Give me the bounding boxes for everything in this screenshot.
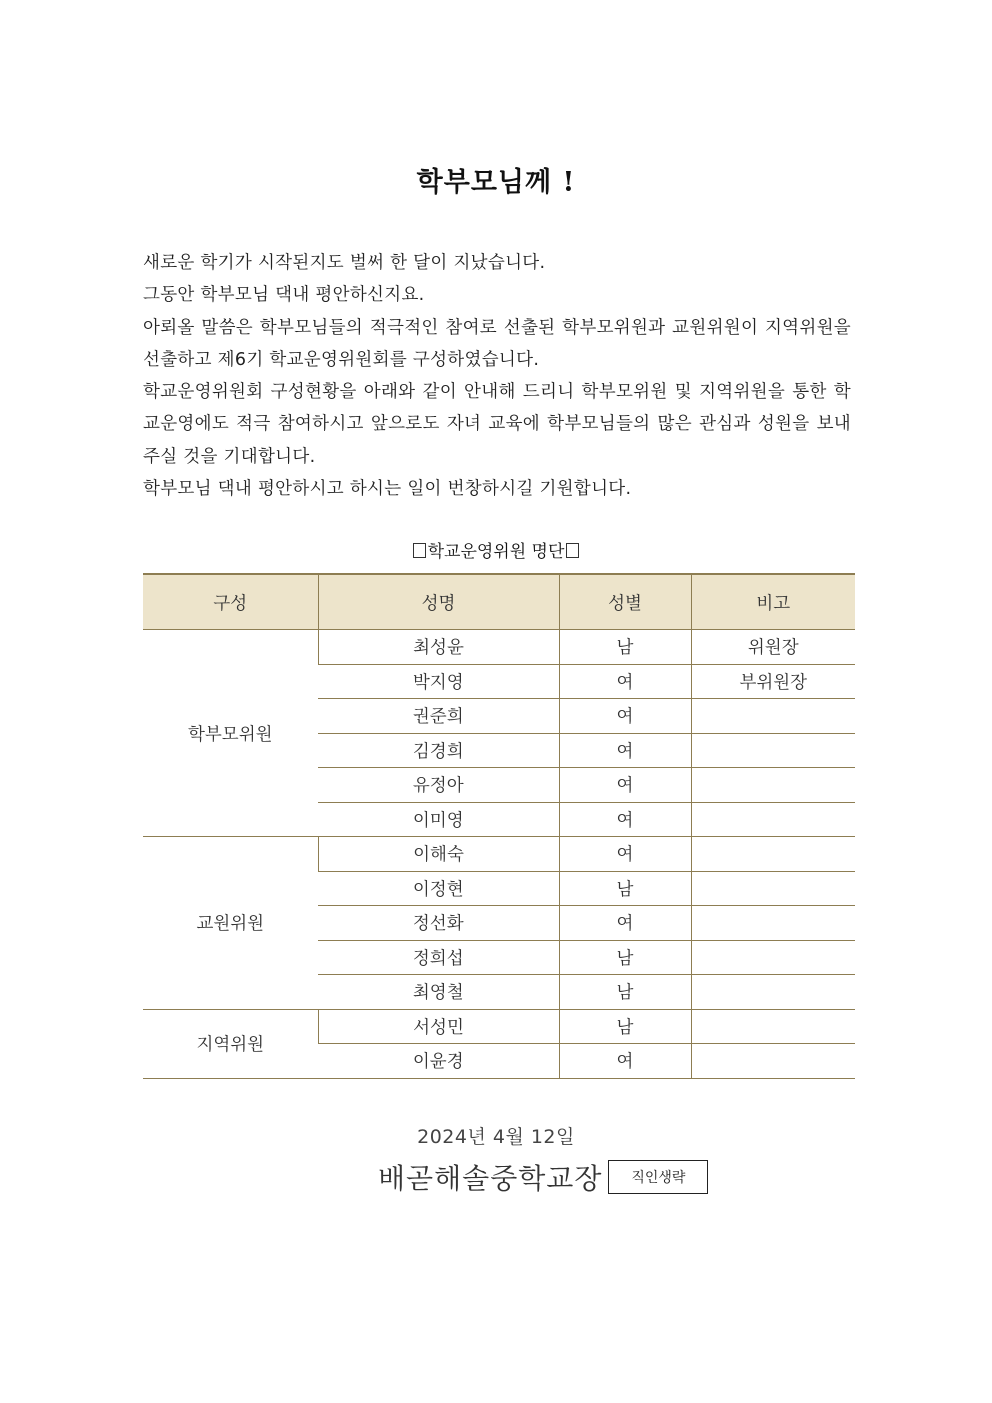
member-note-cell <box>691 1009 855 1044</box>
member-gender-cell: 여 <box>559 802 691 837</box>
letter-title: 학부모님께 ! <box>416 167 576 198</box>
letter-body <box>143 247 851 505</box>
member-name-cell: 최영철 <box>318 975 559 1010</box>
member-gender-cell: 여 <box>559 664 691 699</box>
member-gender-cell: 여 <box>559 837 691 872</box>
signature-block <box>378 1157 708 1197</box>
member-note-cell <box>691 906 855 941</box>
letter-date: 2024년 4월 12일 <box>417 1126 575 1148</box>
principal-title: 배곧해솔중학교장 <box>378 1162 603 1195</box>
header-cell: 성별 <box>559 574 691 630</box>
committee-roster-table <box>143 573 855 1079</box>
letter-paragraph: 그동안 학부모님 댁내 평안하신지요. <box>143 285 425 306</box>
header-cell: 성명 <box>318 574 559 630</box>
member-name-cell: 이정현 <box>318 871 559 906</box>
member-name-cell: 서성민 <box>318 1009 559 1044</box>
member-name-cell: 유정아 <box>318 768 559 803</box>
member-name-cell: 박지영 <box>318 664 559 699</box>
member-gender-cell: 여 <box>559 1044 691 1079</box>
table-header-row <box>143 574 855 630</box>
letter-paragraph: 새로운 학기가 시작된지도 벌써 한 달이 지났습니다. <box>143 253 546 273</box>
member-gender-cell: 남 <box>559 975 691 1010</box>
member-note-cell <box>691 1044 855 1079</box>
member-note-cell <box>691 871 855 906</box>
member-name-cell: 권준희 <box>318 699 559 734</box>
table-row <box>143 1009 855 1044</box>
member-name-cell: 이윤경 <box>318 1044 559 1079</box>
member-note-cell <box>691 699 855 734</box>
member-note-cell <box>691 975 855 1010</box>
header-cell: 구성 <box>143 574 318 630</box>
member-gender-cell: 남 <box>559 871 691 906</box>
member-gender-cell: 여 <box>559 733 691 768</box>
group-cell: 학부모위원 <box>143 630 318 837</box>
member-gender-cell: 남 <box>559 1009 691 1044</box>
member-gender-cell: 여 <box>559 699 691 734</box>
member-note-cell <box>691 733 855 768</box>
table-row <box>143 630 855 665</box>
box-glyph-icon <box>413 543 426 558</box>
member-name-cell: 정선화 <box>318 906 559 941</box>
member-note-cell <box>691 837 855 872</box>
group-cell: 지역위원 <box>143 1009 318 1078</box>
letter-paragraph: 아뢰올 말씀은 학부모님들의 적극적인 참여로 선출된 학부모위원과 교원위원이 지역위원을 선출하고 제6기 학교운영위원회를 구성하였습니다. <box>143 317 851 370</box>
member-gender-cell: 남 <box>559 940 691 975</box>
member-name-cell: 이미영 <box>318 802 559 837</box>
member-name-cell: 최성윤 <box>318 630 559 665</box>
table-body <box>143 630 855 1079</box>
letter-paragraph: 학부모님 댁내 평안하시고 하시는 일이 번창하시길 기원합니다. <box>143 479 632 500</box>
group-cell: 교원위원 <box>143 837 318 1010</box>
letter-paragraph: 학교운영위원회 구성현황을 아래와 같이 안내해 드리니 학부모위원 및 지역위원을 통한 학교운영에도 적극 참여하시고 앞으로도 자녀 교육에 학부모님들의 많은 관심과 성원을 보내주실 것을 기대합니다. <box>143 382 851 467</box>
header-cell: 비고 <box>691 574 855 630</box>
table-caption-text: 학교운영위원 명단 <box>427 542 565 562</box>
member-note-cell: 부위원장 <box>691 664 855 699</box>
seal-omitted-box: 직인생략 <box>608 1160 708 1194</box>
member-gender-cell: 여 <box>559 906 691 941</box>
member-note-cell <box>691 802 855 837</box>
member-note-cell <box>691 940 855 975</box>
member-note-cell: 위원장 <box>691 630 855 665</box>
member-note-cell <box>691 768 855 803</box>
member-gender-cell: 남 <box>559 630 691 665</box>
member-name-cell: 정희섭 <box>318 940 559 975</box>
member-name-cell: 이해숙 <box>318 837 559 872</box>
table-row <box>143 837 855 872</box>
member-gender-cell: 여 <box>559 768 691 803</box>
table-caption <box>0 537 992 562</box>
member-name-cell: 김경희 <box>318 733 559 768</box>
box-glyph-icon <box>566 543 579 558</box>
